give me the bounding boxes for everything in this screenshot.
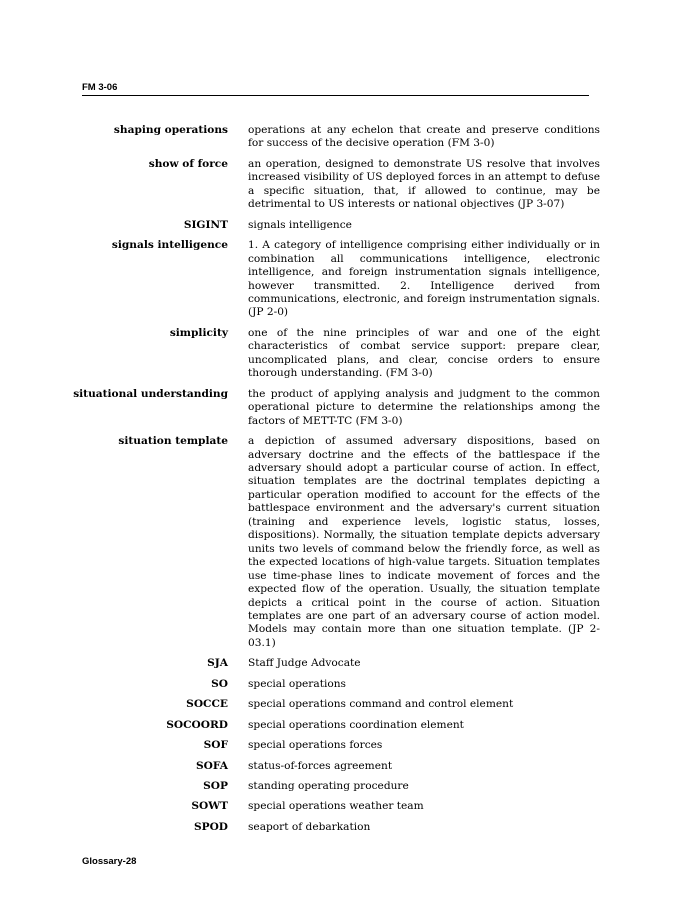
glossary-definition: operations at any echelon that create and preserve conditions for success of the decisive operation (FM 3-0) (248, 124, 600, 150)
glossary-entry (60, 657, 600, 670)
glossary-entry (60, 327, 600, 381)
glossary-definition: 1. A category of intelligence comprising either individually or in combination all communications intelligence, electronic intelligence, and foreign instrumentation signals intelligence, however transmitted. 2. Intelligence derived from communications, electronic, and foreign instrumentation signals. (JP 2-0) (248, 239, 600, 319)
glossary-entry (60, 780, 600, 793)
glossary-term: signals intelligence (111, 239, 228, 252)
glossary-definition: seaport of debarkation (248, 820, 371, 833)
glossary-definition: one of the nine principles of war and one of the eight characteristics of combat service support: prepare clear, uncomplicated plans, and clear, concise orders to ensure thorough understanding. (FM 3-0) (248, 326, 600, 380)
glossary-definition: the product of applying analysis and judgment to the common operational picture to determine the relationships among the factors of METT-TC (FM 3-0) (248, 387, 600, 427)
glossary-term: situation template (118, 435, 228, 448)
glossary-term: SOF (203, 739, 228, 752)
glossary-definition: signals intelligence (248, 218, 352, 231)
glossary-definition: Staff Judge Advocate (248, 657, 361, 670)
glossary-definition: standing operating procedure (248, 780, 409, 793)
glossary-term: SPOD (193, 820, 228, 833)
glossary-definition: special operations (248, 677, 346, 690)
glossary-entry (60, 158, 600, 212)
glossary-entry (60, 821, 600, 834)
glossary-term: SOP (203, 780, 228, 793)
glossary-definition: special operations weather team (248, 800, 424, 813)
glossary-entry (60, 239, 600, 320)
page-footer (82, 856, 136, 867)
glossary-term: SIGINT (183, 218, 228, 231)
glossary-term: SJA (207, 657, 228, 670)
glossary-term: SOFA (196, 759, 228, 772)
glossary-list (60, 124, 600, 834)
glossary-term: situational understanding (73, 387, 228, 400)
page-header (82, 82, 589, 96)
document-id: FM 3-06 (82, 82, 118, 93)
glossary-entry (60, 388, 600, 428)
glossary-definition: an operation, designed to demonstrate US resolve that involves increased visibility of US deployed forces in an attempt to defuse a specific situation, that, if allowed to continue, may be detrimental to US interests or national objectives (JP 3-07) (248, 157, 600, 211)
glossary-entry (60, 698, 600, 711)
glossary-entry (60, 219, 600, 232)
glossary-definition: special operations command and control element (248, 698, 514, 711)
glossary-term: show of force (148, 157, 228, 170)
glossary-entry (60, 760, 600, 773)
glossary-definition: a depiction of assumed adversary dispositions, based on adversary doctrine and the effects of the battlespace if the adversary should adopt a particular course of action. In effect, situation templates are the doctrinal templates depicting a particular operation modified to account for the effects of the battlespace environment and the adversary's current situation (training and experience levels, logistic status, losses, dispositions). Normally, the situation template depicts adversary units two levels of command below the friendly force, as well as the expected locations of high-value targets. Situation templates use time-phase lines to indicate movement of forces and the expected flow of the operation. Usually, the situation template depicts a critical point in the course of action. Situation templates are one part of an adversary course of action model. Models may contain more than one situation template. (JP 2-03.1) (248, 435, 600, 649)
glossary-entry (60, 678, 600, 691)
glossary-term: shaping operations (113, 124, 228, 136)
glossary-term: SOCCE (186, 698, 228, 711)
glossary-entry (60, 739, 600, 752)
glossary-entry (60, 719, 600, 732)
page-number: Glossary-28 (82, 856, 137, 867)
glossary-entry (60, 435, 600, 650)
glossary-term: SO (211, 677, 228, 690)
glossary-definition: special operations coordination element (248, 718, 464, 731)
glossary-term: SOCOORD (166, 718, 228, 731)
glossary-definition: special operations forces (248, 739, 383, 752)
glossary-term: SOWT (191, 800, 228, 813)
glossary-term: simplicity (169, 326, 228, 339)
glossary-definition: status-of-forces agreement (248, 759, 393, 772)
glossary-entry (60, 800, 600, 813)
glossary-entry (60, 124, 600, 151)
